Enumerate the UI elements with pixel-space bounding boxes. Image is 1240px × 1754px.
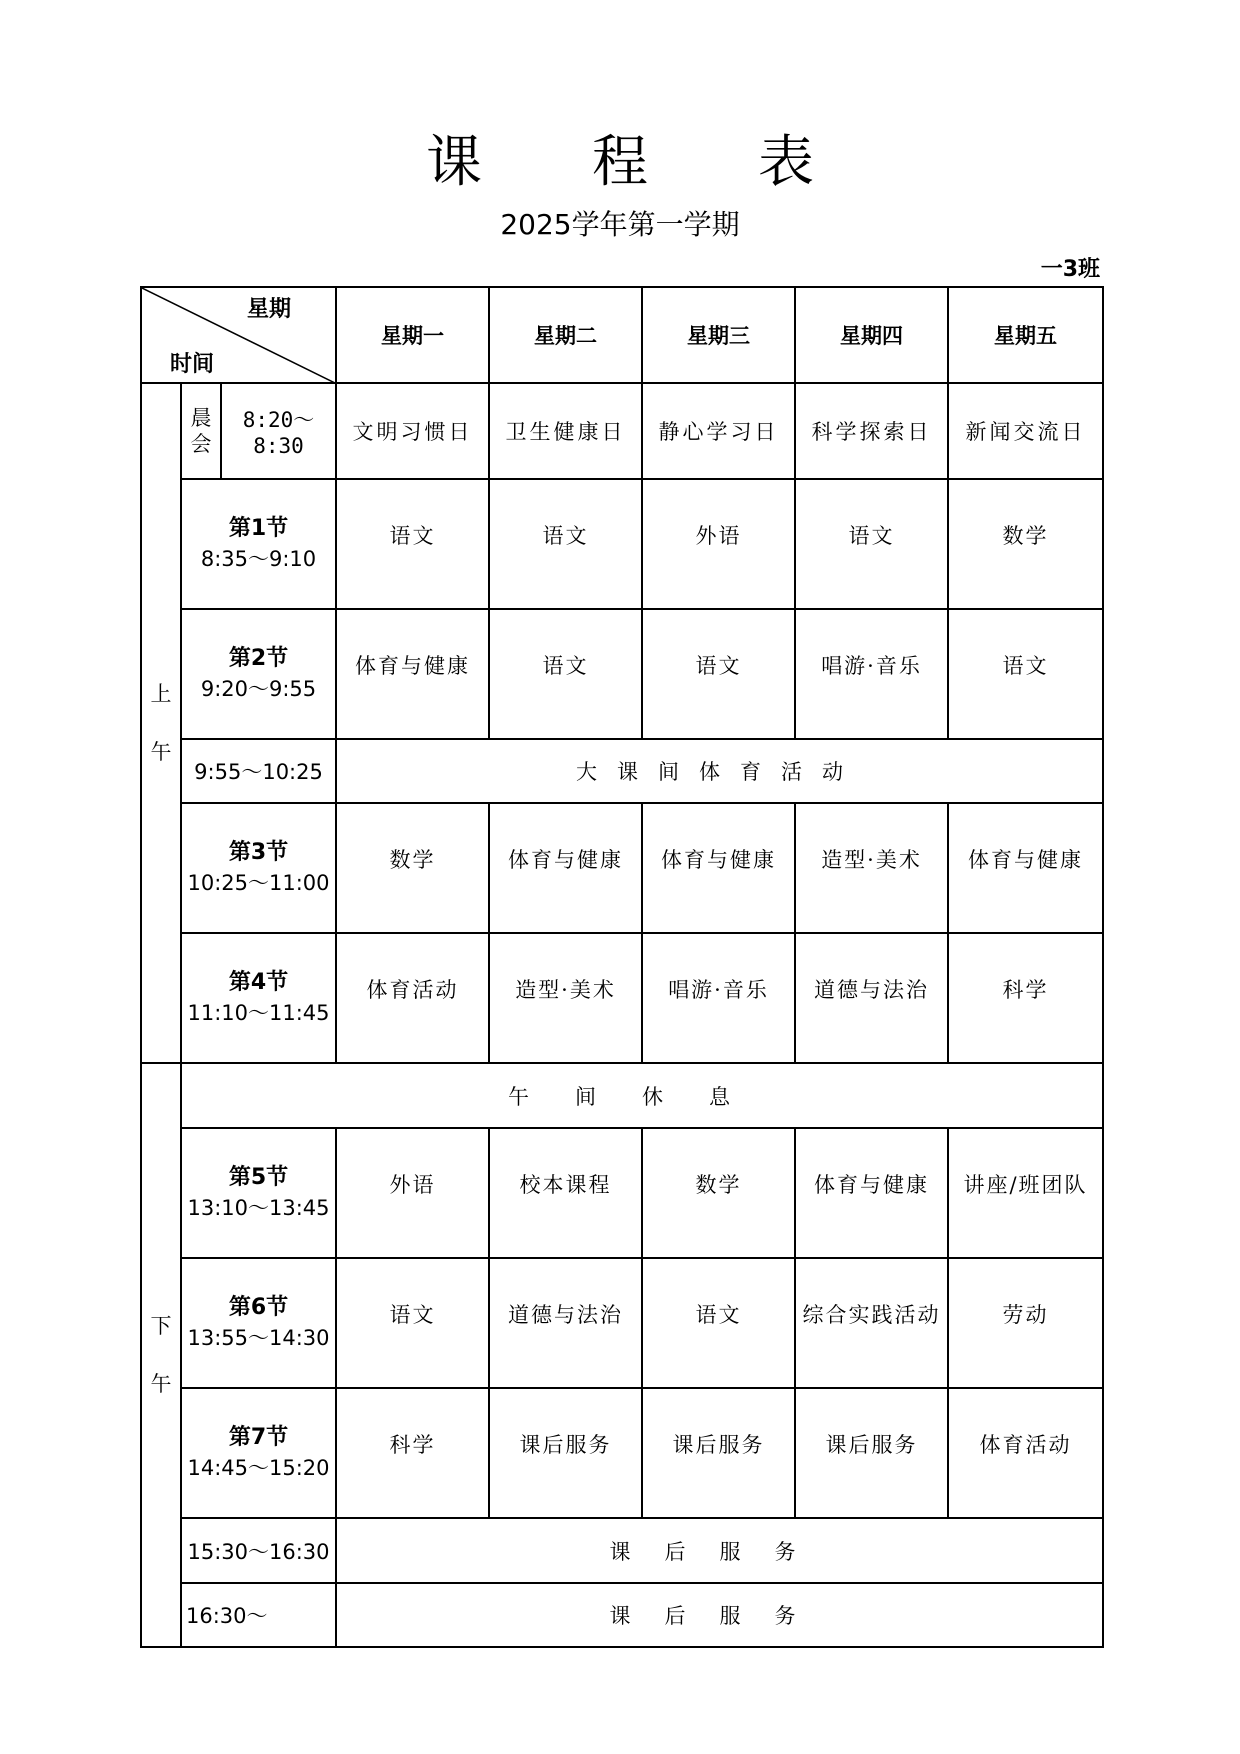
course-p5-mon: 外语: [336, 1128, 489, 1258]
course-p2-thu: 唱游·音乐: [795, 609, 948, 739]
course-p4-tue: 造型·美术: [489, 933, 642, 1063]
corner-header-cell: [141, 287, 336, 383]
course-p6-wed: 语文: [642, 1258, 795, 1388]
morning-meeting-row: [141, 383, 1103, 479]
course-p7-thu: 课后服务: [795, 1388, 948, 1518]
course-p6-tue: 道德与法治: [489, 1258, 642, 1388]
course-p2-tue: 语文: [489, 609, 642, 739]
course-p3-thu: 造型·美术: [795, 803, 948, 933]
meeting-theme-mon: 文明习惯日: [336, 383, 489, 479]
course-p1-mon: 语文: [336, 479, 489, 609]
period-label-2: 第2节 9:20～9:55: [181, 609, 336, 739]
period-row-7: [141, 1388, 1103, 1518]
afternoon-section-label: 下 午: [141, 1063, 181, 1647]
meeting-theme-wed: 静心学习日: [642, 383, 795, 479]
course-p7-mon: 科学: [336, 1388, 489, 1518]
day-header-wed: 星期三: [642, 287, 795, 383]
semester-subtitle: 2025学年第一学期: [500, 208, 740, 241]
course-p5-tue: 校本课程: [489, 1128, 642, 1258]
course-p1-fri: 数学: [948, 479, 1103, 609]
after-school-time-1: 15:30～16:30: [181, 1518, 336, 1583]
course-p6-fri: 劳动: [948, 1258, 1103, 1388]
lunch-break-label: 午间休息: [181, 1063, 1103, 1128]
period-label-1: 第1节 8:35～9:10: [181, 479, 336, 609]
meeting-theme-tue: 卫生健康日: [489, 383, 642, 479]
course-p1-thu: 语文: [795, 479, 948, 609]
course-p3-tue: 体育与健康: [489, 803, 642, 933]
period-row-2: [141, 609, 1103, 739]
meeting-theme-thu: 科学探索日: [795, 383, 948, 479]
course-p6-mon: 语文: [336, 1258, 489, 1388]
page-title: 课程表: [426, 130, 924, 195]
course-p4-wed: 唱游·音乐: [642, 933, 795, 1063]
day-header-thu: 星期四: [795, 287, 948, 383]
course-p5-wed: 数学: [642, 1128, 795, 1258]
course-p3-fri: 体育与健康: [948, 803, 1103, 933]
course-p2-wed: 语文: [642, 609, 795, 739]
period-row-4: [141, 933, 1103, 1063]
course-p7-fri: 体育活动: [948, 1388, 1103, 1518]
meeting-theme-fri: 新闻交流日: [948, 383, 1103, 479]
course-p6-thu: 综合实践活动: [795, 1258, 948, 1388]
period-row-3: [141, 803, 1103, 933]
schedule-table: [140, 286, 1104, 1648]
after-school-activity-1: 课后服务: [336, 1518, 1103, 1583]
after-school-activity-2: 课后服务: [336, 1583, 1103, 1647]
period-label-5: 第5节 13:10～13:45: [181, 1128, 336, 1258]
morning-meeting-time: 8:20～8:30: [221, 383, 336, 479]
period-label-7: 第7节 14:45～15:20: [181, 1388, 336, 1518]
course-p4-fri: 科学: [948, 933, 1103, 1063]
course-p5-thu: 体育与健康: [795, 1128, 948, 1258]
course-p3-wed: 体育与健康: [642, 803, 795, 933]
day-header-mon: 星期一: [336, 287, 489, 383]
period-row-5: [141, 1128, 1103, 1258]
period-label-6: 第6节 13:55～14:30: [181, 1258, 336, 1388]
corner-day-label: 星期: [247, 297, 292, 322]
day-header-tue: 星期二: [489, 287, 642, 383]
course-p4-mon: 体育活动: [336, 933, 489, 1063]
period-row-6: [141, 1258, 1103, 1388]
course-p2-fri: 语文: [948, 609, 1103, 739]
period-label-4: 第4节 11:10～11:45: [181, 933, 336, 1063]
header-row: [141, 287, 1103, 383]
class-name: 一3班: [1040, 257, 1100, 282]
course-p1-tue: 语文: [489, 479, 642, 609]
lunch-break-row: [141, 1063, 1103, 1128]
course-p5-fri: 讲座/班团队: [948, 1128, 1103, 1258]
course-p4-thu: 道德与法治: [795, 933, 948, 1063]
big-break-row: [141, 739, 1103, 803]
morning-meeting-label: 晨 会: [181, 383, 221, 479]
period-label-3: 第3节 10:25～11:00: [181, 803, 336, 933]
course-p1-wed: 外语: [642, 479, 795, 609]
course-p7-wed: 课后服务: [642, 1388, 795, 1518]
corner-time-label: 时间: [170, 352, 215, 377]
day-header-fri: 星期五: [948, 287, 1103, 383]
course-p7-tue: 课后服务: [489, 1388, 642, 1518]
course-p2-mon: 体育与健康: [336, 609, 489, 739]
big-break-activity: 大课间体育活动: [336, 739, 1103, 803]
big-break-time: 9:55～10:25: [181, 739, 336, 803]
after-school-row-2: [141, 1583, 1103, 1647]
after-school-row-1: [141, 1518, 1103, 1583]
after-school-time-2: 16:30～: [181, 1583, 336, 1647]
morning-section-label: 上 午: [141, 383, 181, 1063]
period-row-1: [141, 479, 1103, 609]
course-p3-mon: 数学: [336, 803, 489, 933]
